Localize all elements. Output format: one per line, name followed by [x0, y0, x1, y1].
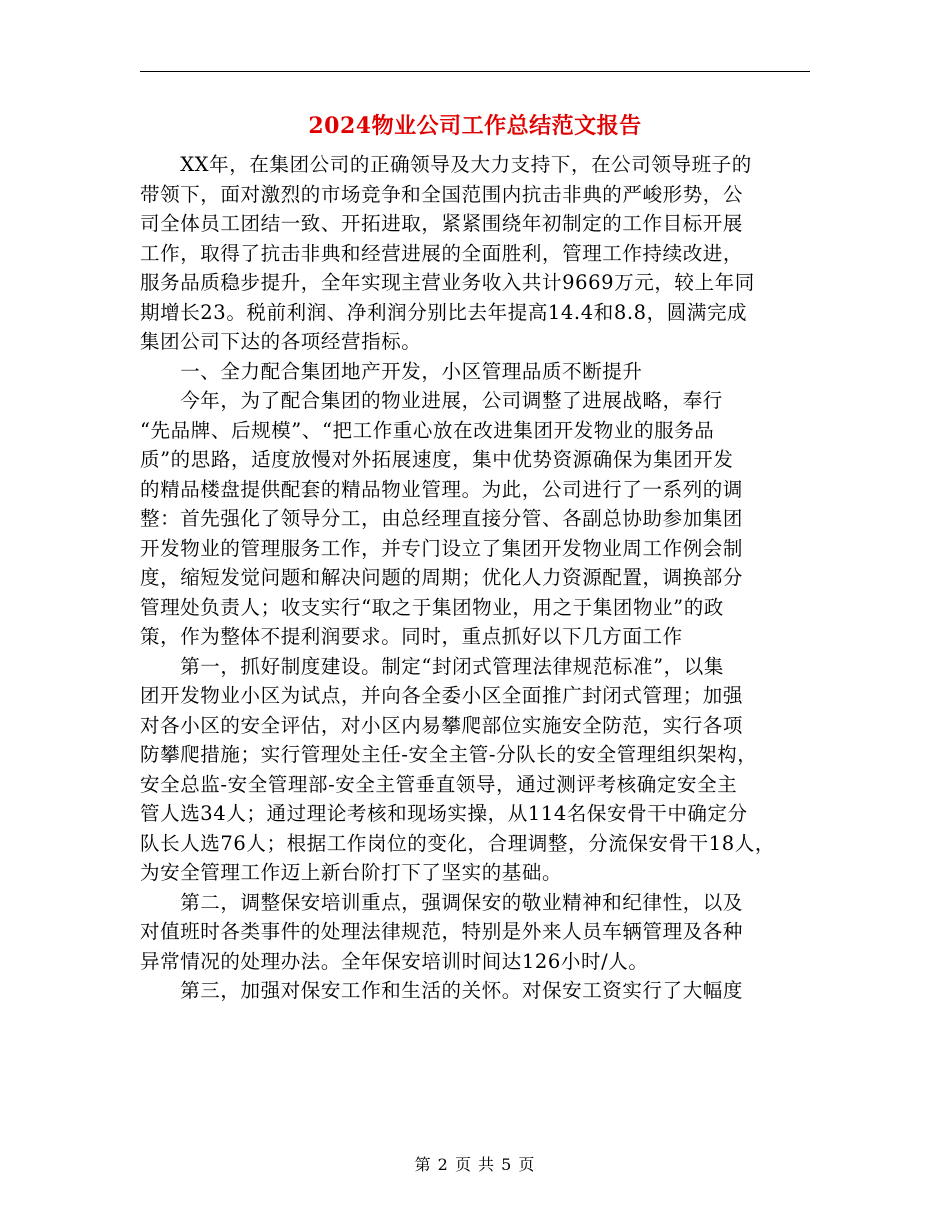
text-line: 策，作为整体不提利润要求。同时，重点抓好以下几方面工作: [140, 625, 683, 648]
section-heading-1: [140, 357, 810, 387]
text-line: 对各小区的安全评估，对小区内易攀爬部位实施安全防范，实行各项: [140, 713, 744, 737]
document-title: 2024物业公司工作总结范文报告: [308, 113, 642, 139]
paragraph-intro: [140, 150, 810, 357]
text-line: 服务品质稳步提升，全年实现主营业务收入共计9669万元，较上年同: [140, 271, 755, 294]
text-line: 的精品楼盘提供配套的精品物业管理。为此，公司进行了一系列的调: [140, 477, 744, 501]
text-line: 一、全力配合集团地产开发，小区管理品质不断提升: [140, 359, 643, 383]
text-line: 对值班时各类事件的处理法律规范，特别是外来人员车辆管理及各种: [140, 920, 744, 943]
document-body: [140, 150, 810, 1006]
text-line: “先品牌、后规模”、“把工作重心放在改进集团开发物业的服务品: [140, 418, 715, 442]
text-line: 质”的思路，适度放慢对外拓展速度，集中优势资源确保为集团开发: [140, 448, 734, 471]
text-line: 期增长23。税前利润、净利润分别比去年提高14.4和8.8，圆满完成: [140, 300, 748, 324]
paragraph-strategy: [140, 386, 810, 652]
text-line: 异常情况的处理办法。全年保安培训时间达126小时/人。: [140, 949, 649, 973]
text-line: 今年，为了配合集团的物业进展，公司调整了进展战略，奉行: [140, 389, 723, 412]
header-rule: [140, 71, 810, 72]
text-line: 管人选34人；通过理论考核和现场实操，从114名保安骨干中确定分: [140, 802, 748, 825]
text-line: 第二，调整保安培训重点，强调保安的敬业精神和纪律性，以及: [140, 890, 744, 914]
text-line: 带领下，面对激烈的市场竞争和全国范围内抗击非典的严峻形势，公: [140, 182, 744, 206]
text-line: 整：首先强化了领导分工，由总经理直接分管、各副总协助参加集团: [140, 507, 744, 530]
paragraph-third-point: [140, 976, 810, 1006]
text-line: 开发物业的管理服务工作，并专门设立了集团开发物业周工作例会制: [140, 536, 744, 560]
text-line: 团开发物业小区为试点，并向各全委小区全面推广封闭式管理；加强: [140, 684, 744, 707]
text-line: 度，缩短发觉问题和解决问题的周期；优化人力资源配置，调换部分: [140, 566, 744, 589]
text-line: 队长人选76人；根据工作岗位的变化，合理调整，分流保安骨干18人，: [140, 831, 775, 855]
text-line: 第三，加强对保安工作和生活的关怀。对保安工资实行了大幅度: [140, 979, 744, 1002]
text-line: 集团公司下达的各项经营指标。: [140, 330, 422, 353]
paragraph-second-point: [140, 888, 810, 977]
text-line: 管理处负责人；收支实行“取之于集团物业，用之于集团物业”的政: [140, 595, 724, 619]
page-number-footer: 第 2 页 共 5 页: [414, 1155, 536, 1174]
paragraph-first-point: [140, 652, 810, 888]
text-line: XX年，在集团公司的正确领导及大力支持下，在公司领导班子的: [140, 153, 752, 176]
text-line: 第一，抓好制度建设。制定“封闭式管理法律规范标准”，以集: [140, 654, 724, 678]
text-line: 防攀爬措施；实行管理处主任-安全主管-分队长的安全管理组织架构，: [140, 743, 758, 766]
text-line: 安全总监-安全管理部-安全主管垂直领导，通过测评考核确定安全主: [140, 772, 738, 796]
text-line: 为安全管理工作迈上新台阶打下了坚实的基础。: [140, 861, 563, 884]
text-line: 司全体员工团结一致、开拓进取，紧紧围绕年初制定的工作目标开展: [140, 212, 744, 235]
text-line: 工作，取得了抗击非典和经营进展的全面胜利，管理工作持续改进，: [140, 241, 744, 265]
